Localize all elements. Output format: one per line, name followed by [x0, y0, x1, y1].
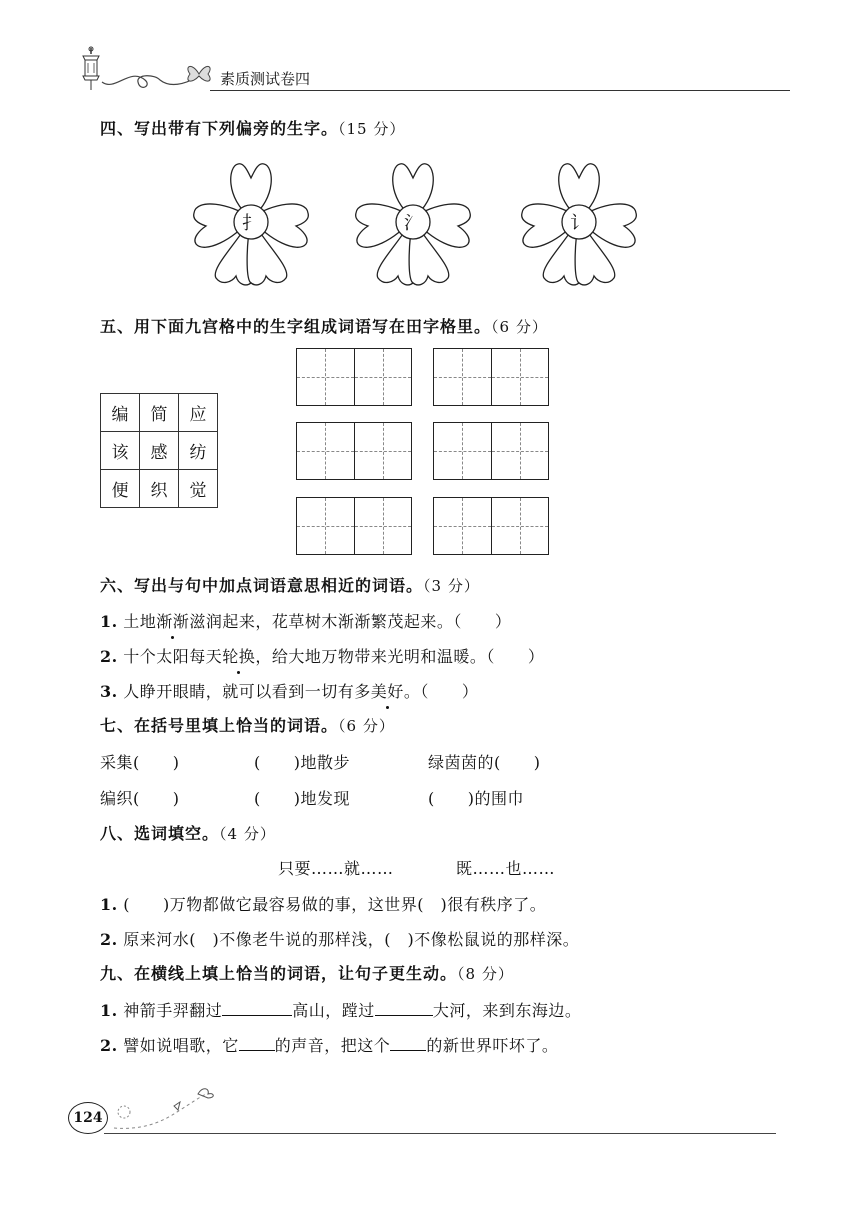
header: [0, 0, 860, 100]
footer-swirl-decoration: [110, 1084, 220, 1134]
header-rule: [210, 90, 790, 91]
q8-item-2: 2. 原来河水( )不像老牛说的那样浅，( )不像松鼠说的那样深。: [100, 930, 580, 949]
q7-cell: ( )地散步: [254, 753, 350, 772]
grid-char: 便: [101, 470, 140, 508]
q6-item-2: 2. 十个太阳每天轮换，给大地万物带来光明和温暖。（ ）: [100, 644, 544, 667]
tian-grid-box[interactable]: [433, 422, 549, 480]
q7-heading: 七、在括号里填上恰当的词语。（6 分）: [100, 716, 395, 735]
q9-item-1: 1. 神箭手羿翻过 高山，蹚过 大河，来到东海边。: [100, 1001, 582, 1020]
fill-blank[interactable]: [239, 1036, 275, 1051]
tian-grid-box[interactable]: [296, 348, 412, 406]
page-number: 124: [73, 1110, 103, 1126]
page-number-badge: [68, 1102, 108, 1134]
grid-char: 觉: [179, 470, 218, 508]
grid-char: 感: [140, 432, 179, 470]
q9-heading: 九、在横线上填上恰当的词语，让句子更生动。（8 分）: [100, 964, 514, 983]
tian-grid-box[interactable]: [296, 422, 412, 480]
grid-char: 该: [101, 432, 140, 470]
tian-grid-box[interactable]: [433, 348, 549, 406]
nine-grid: [100, 393, 218, 508]
q7-cell: 绿茵茵的( ): [428, 753, 541, 772]
tian-grid-box[interactable]: [433, 497, 549, 555]
grid-char: 纺: [179, 432, 218, 470]
q8-item-1: 1. ( )万物都做它最容易做的事，这世界( )很有秩序了。: [100, 895, 547, 914]
flower-3: [518, 158, 640, 288]
q7-cell: ( )的围巾: [428, 789, 524, 808]
q6-item-1: 1. 土地渐渐滋润起来，花草树木渐渐繁茂起来。（ ）: [100, 609, 511, 632]
header-title: 素质测试卷四: [220, 70, 311, 88]
flower-2: [352, 158, 474, 288]
dotted-word: 渐渐: [156, 609, 189, 632]
q5-heading: 五、用下面九宫格中的生字组成词语写在田字格里。（6 分）: [100, 317, 548, 336]
q6-item-3: 3. 人睁开眼睛，就可以看到一切有多美好。（ ）: [100, 679, 478, 702]
fill-blank[interactable]: [222, 1001, 292, 1016]
q9-item-2: 2. 譬如说唱歌，它 的声音，把这个 的新世界吓坏了。: [100, 1036, 559, 1055]
q6-heading: 六、写出与句中加点词语意思相近的词语。（3 分）: [100, 576, 480, 595]
q4-heading: 四、写出带有下列偏旁的生字。（15 分）: [100, 119, 406, 138]
grid-char: 编: [101, 394, 140, 432]
q8-heading: 八、选词填空。（4 分）: [100, 824, 276, 843]
word-option: 既……也……: [456, 859, 556, 878]
word-option: 只要……就……: [278, 859, 394, 878]
radical-2: 氵: [404, 213, 422, 234]
dotted-word: 美好: [371, 679, 404, 702]
footer-rule: [104, 1133, 776, 1134]
grid-char: 简: [140, 394, 179, 432]
q7-cell: ( )地发现: [254, 789, 350, 808]
dotted-word: 轮换: [222, 644, 255, 667]
butterfly-icon: [184, 62, 214, 86]
radical-1: 扌: [242, 213, 260, 234]
fill-blank[interactable]: [390, 1036, 426, 1051]
grid-char: 织: [140, 470, 179, 508]
flower-1: [190, 158, 312, 288]
grid-char: 应: [179, 394, 218, 432]
radical-3: 讠: [570, 213, 588, 234]
q7-cell: 采集( ): [100, 753, 180, 772]
fill-blank[interactable]: [375, 1001, 433, 1016]
tian-grid-box[interactable]: [296, 497, 412, 555]
q7-cell: 编织( ): [100, 789, 180, 808]
